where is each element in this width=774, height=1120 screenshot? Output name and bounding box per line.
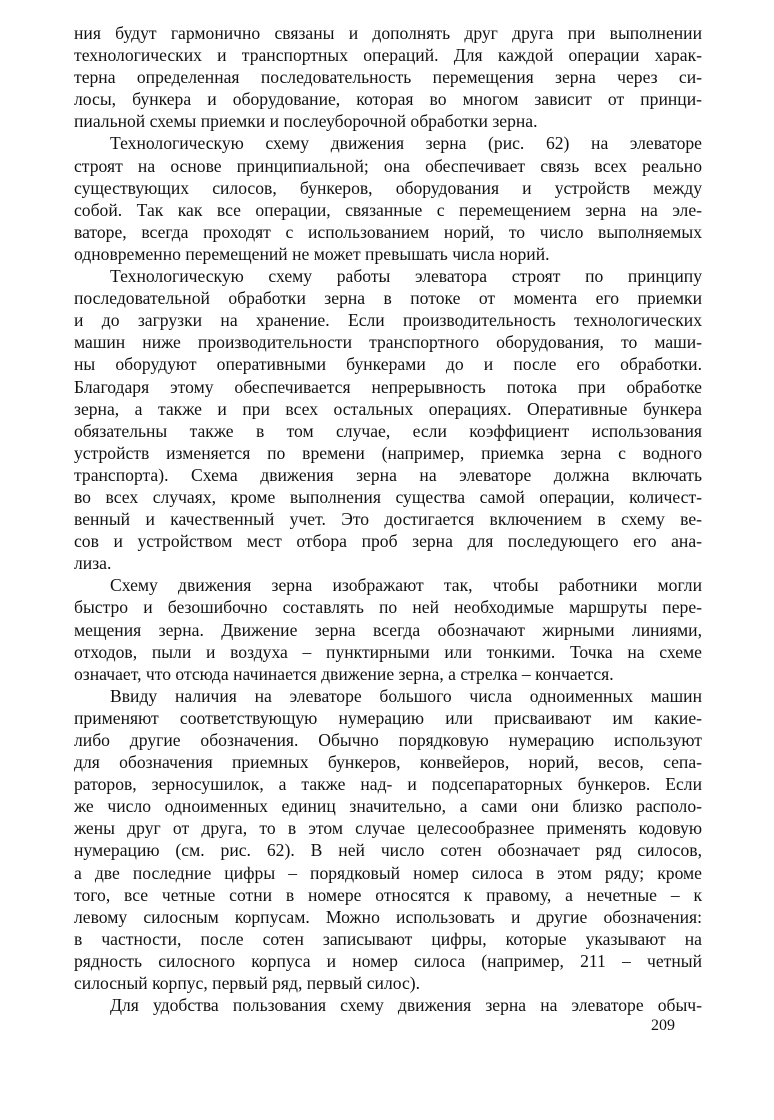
- text-line: технологических и транспортных операций. Для каждой операции харак-: [74, 45, 702, 66]
- text-line: Благодаря этому обеспечивается непрерывность потока при обработке: [74, 376, 702, 397]
- paragraph: [74, 265, 702, 574]
- text-line: ны оборудуют оперативными бункерами до и после его обработки.: [74, 354, 702, 375]
- text-line: существующих силосов, бункеров, оборудования и устройств между: [74, 177, 702, 198]
- text-line: лиза.: [74, 553, 112, 574]
- text-line: зерна, а также и при всех остальных операциях. Оперативные бункера: [74, 398, 702, 419]
- paragraph: [74, 132, 702, 265]
- text-line: нумерацию (см. рис. 62). В ней число сотен обозначает ряд силосов,: [74, 840, 702, 861]
- text-line: строят на основе принципиальной; она обеспечивает связь всех реально: [74, 155, 702, 176]
- text-line: быстро и безошибочно составлять по ней необходимые маршруты пере-: [74, 597, 702, 618]
- text-line: обязательны также в том случае, если коэффициент использования: [74, 420, 702, 441]
- text-line: ваторе, всегда проходят с использованием норий, то число выполняемых: [74, 221, 702, 242]
- text-line: мещения зерна. Движение зерна всегда обозначают жирными линиями,: [74, 619, 702, 640]
- text-line: Технологическую схему движения зерна (рис. 62) на элеваторе: [110, 133, 702, 154]
- text-line: Схему движения зерна изображают так, чтобы работники могли: [110, 575, 702, 596]
- text-line: применяют соответствующую нумерацию или присваивают им какие-: [74, 707, 702, 728]
- text-line: и до загрузки на хранение. Если производительность технологических: [74, 310, 702, 331]
- text-line: транспорта). Схема движения зерна на элеваторе должна включать: [74, 464, 702, 485]
- text-line: того, все четные сотни в номере относятся к правому, а нечетные – к: [74, 884, 702, 905]
- text-line: Ввиду наличия на элеваторе большого числа одноименных машин: [110, 685, 702, 706]
- text-line: машин ниже производительности транспортного оборудования, то маши-: [74, 332, 702, 353]
- text-line: либо другие обозначения. Обычно порядковую нумерацию используют: [74, 730, 702, 750]
- text-line: сов и устройством мест отбора проб зерна для последующего его ана-: [74, 531, 702, 552]
- text-line: рядность силосного корпуса и номер силоса (например, 211 – четный: [74, 950, 702, 971]
- text-line: жены друг от друга, то в этом случае целесообразнее применять кодовую: [74, 818, 702, 839]
- text-line: лосы, бункера и оборудование, которая во многом зависит от принци-: [74, 89, 702, 110]
- paragraph: [74, 574, 702, 684]
- text-line: терна определенная последовательность перемещения зерна через си-: [74, 67, 702, 88]
- text-line: венный и качественный учет. Это достигается включением в схему ве-: [74, 509, 702, 530]
- text-line: левому силосным корпусам. Можно использовать и другие обозначения:: [74, 906, 702, 927]
- text-line: силосный корпус, первый ряд, первый силос).: [74, 973, 421, 994]
- text-line: пиальной схемы приемки и послеуборочной обработки зерна.: [74, 111, 538, 132]
- text-line: означает, что отсюда начинается движение зерна, а стрелка – кончается.: [74, 663, 614, 684]
- text-line: Для удобства пользования схему движения зерна на элеваторе обыч-: [110, 995, 702, 1016]
- text-line: отходов, пыли и воздуха – пунктирными или тонкими. Точка на схеме: [74, 641, 702, 662]
- text-line: собой. Так как все операции, связанные с перемещением зерна на эле-: [74, 199, 702, 220]
- text-line: а две последние цифры – порядковый номер силоса в этом ряду; кроме: [74, 862, 702, 883]
- text-line: в частности, после сотен записывают цифры, которые указывают на: [74, 928, 702, 949]
- text-line: ния будут гармонично связаны и дополнять друг друга при выполнении: [74, 23, 702, 43]
- text-line: устройств изменяется по времени (например, приемка зерна с водного: [74, 442, 702, 463]
- text-line: для обозначения приемных бункеров, конвейеров, норий, весов, сепа-: [74, 752, 702, 773]
- page-body: [74, 22, 702, 1016]
- text-line: Технологическую схему работы элеватора строят по принципу: [110, 266, 702, 287]
- text-line: одновременно перемещений не может превышать числа норий.: [74, 243, 550, 264]
- text-line: во всех случаях, кроме выполнения существа самой операции, количест-: [74, 486, 702, 507]
- text-line: же число одноименных единиц значительно, а сами они близко располо-: [74, 796, 702, 817]
- page-number: 209: [651, 1017, 675, 1034]
- paragraph: [74, 994, 702, 1016]
- text-line: последовательной обработки зерна в потоке от момента его приемки: [74, 288, 702, 309]
- paragraph: [74, 22, 702, 132]
- text-line: раторов, зерносушилок, а также над- и подсепараторных бункеров. Если: [74, 774, 702, 795]
- paragraph: [74, 685, 702, 994]
